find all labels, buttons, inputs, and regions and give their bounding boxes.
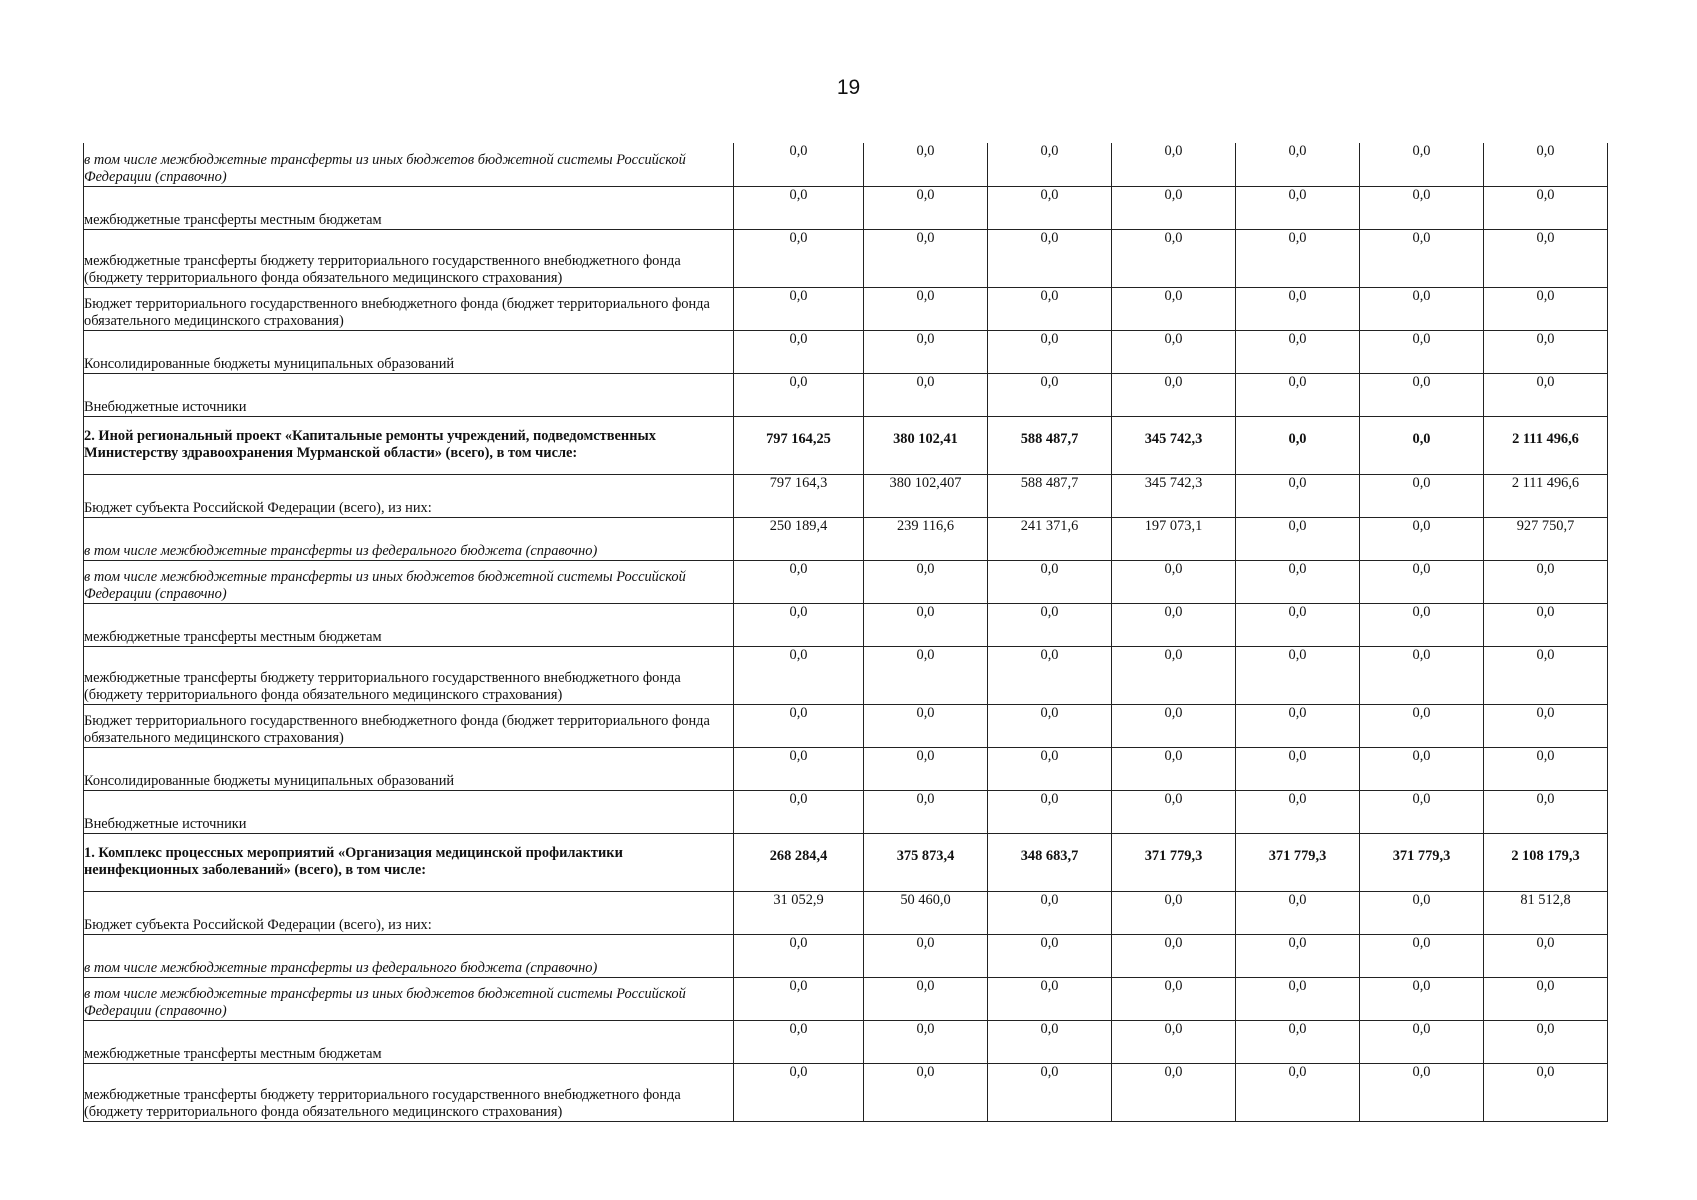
value-cell: 0,0 <box>734 977 864 1020</box>
value-cell: 0,0 <box>734 560 864 603</box>
value-cell: 0,0 <box>1236 747 1360 790</box>
value-cell: 0,0 <box>734 934 864 977</box>
table-row <box>84 747 1608 790</box>
value-cell: 241 371,6 <box>988 517 1112 560</box>
value-cell: 0,0 <box>864 229 988 287</box>
value-cell: 588 487,7 <box>988 416 1112 474</box>
table-row <box>84 416 1608 474</box>
value-cell: 0,0 <box>1360 186 1484 229</box>
value-cell: 0,0 <box>1360 934 1484 977</box>
value-cell: 0,0 <box>1236 1063 1360 1121</box>
value-cell: 797 164,25 <box>734 416 864 474</box>
value-cell: 0,0 <box>988 143 1112 186</box>
row-label: в том числе межбюджетные трансферты из федерального бюджета (справочно) <box>84 934 734 977</box>
value-cell: 0,0 <box>864 704 988 747</box>
value-cell: 0,0 <box>1360 474 1484 517</box>
value-cell: 0,0 <box>1360 560 1484 603</box>
value-cell: 0,0 <box>864 977 988 1020</box>
value-cell: 0,0 <box>1360 790 1484 833</box>
value-cell: 0,0 <box>988 1020 1112 1063</box>
value-cell: 0,0 <box>864 373 988 416</box>
value-cell: 268 284,4 <box>734 833 864 891</box>
value-cell: 0,0 <box>1112 704 1236 747</box>
value-cell: 0,0 <box>1236 603 1360 646</box>
value-cell: 0,0 <box>734 747 864 790</box>
value-cell: 0,0 <box>988 977 1112 1020</box>
value-cell: 0,0 <box>1112 934 1236 977</box>
row-label: Консолидированные бюджеты муниципальных образований <box>84 330 734 373</box>
value-cell: 0,0 <box>1236 891 1360 934</box>
value-cell: 0,0 <box>988 704 1112 747</box>
value-cell: 0,0 <box>1236 373 1360 416</box>
value-cell: 345 742,3 <box>1112 416 1236 474</box>
value-cell: 797 164,3 <box>734 474 864 517</box>
budget-table <box>83 143 1608 1122</box>
value-cell: 0,0 <box>1236 416 1360 474</box>
value-cell: 0,0 <box>1360 646 1484 704</box>
row-label: межбюджетные трансферты местным бюджетам <box>84 603 734 646</box>
value-cell: 0,0 <box>1236 143 1360 186</box>
table-row <box>84 934 1608 977</box>
value-cell: 927 750,7 <box>1484 517 1608 560</box>
value-cell: 371 779,3 <box>1112 833 1236 891</box>
value-cell: 0,0 <box>864 186 988 229</box>
value-cell: 0,0 <box>1484 790 1608 833</box>
value-cell: 0,0 <box>988 1063 1112 1121</box>
value-cell: 0,0 <box>1360 287 1484 330</box>
table-row <box>84 474 1608 517</box>
value-cell: 0,0 <box>1484 1063 1608 1121</box>
value-cell: 0,0 <box>734 373 864 416</box>
value-cell: 0,0 <box>1360 977 1484 1020</box>
table-row <box>84 287 1608 330</box>
value-cell: 0,0 <box>1112 229 1236 287</box>
value-cell: 0,0 <box>988 330 1112 373</box>
value-cell: 0,0 <box>864 1020 988 1063</box>
value-cell: 0,0 <box>1360 229 1484 287</box>
value-cell: 0,0 <box>1360 517 1484 560</box>
row-label: Бюджет субъекта Российской Федерации (всего), из них: <box>84 891 734 934</box>
value-cell: 0,0 <box>1484 186 1608 229</box>
value-cell: 345 742,3 <box>1112 474 1236 517</box>
row-label: Внебюджетные источники <box>84 373 734 416</box>
value-cell: 0,0 <box>988 603 1112 646</box>
value-cell: 0,0 <box>988 373 1112 416</box>
value-cell: 0,0 <box>1236 704 1360 747</box>
value-cell: 0,0 <box>1112 1020 1236 1063</box>
value-cell: 0,0 <box>1112 143 1236 186</box>
table-row <box>84 373 1608 416</box>
value-cell: 0,0 <box>1484 373 1608 416</box>
row-label: межбюджетные трансферты бюджету территориального государственного внебюджетного фонда (бюджету территориального фонда обязательного медицинского страхования) <box>84 229 734 287</box>
value-cell: 0,0 <box>864 143 988 186</box>
value-cell: 0,0 <box>864 287 988 330</box>
value-cell: 0,0 <box>1112 790 1236 833</box>
value-cell: 0,0 <box>1484 560 1608 603</box>
value-cell: 0,0 <box>988 646 1112 704</box>
value-cell: 0,0 <box>1360 1020 1484 1063</box>
value-cell: 348 683,7 <box>988 833 1112 891</box>
value-cell: 0,0 <box>988 747 1112 790</box>
value-cell: 0,0 <box>1236 560 1360 603</box>
value-cell: 0,0 <box>864 603 988 646</box>
value-cell: 0,0 <box>734 330 864 373</box>
value-cell: 0,0 <box>1236 474 1360 517</box>
value-cell: 0,0 <box>734 229 864 287</box>
row-label: межбюджетные трансферты местным бюджетам <box>84 1020 734 1063</box>
table-row <box>84 603 1608 646</box>
table-row <box>84 646 1608 704</box>
value-cell: 0,0 <box>988 560 1112 603</box>
value-cell: 0,0 <box>734 790 864 833</box>
row-label: межбюджетные трансферты бюджету территориального государственного внебюджетного фонда (бюджету территориального фонда обязательного медицинского страхования) <box>84 1063 734 1121</box>
value-cell: 0,0 <box>734 186 864 229</box>
value-cell: 0,0 <box>734 1020 864 1063</box>
value-cell: 0,0 <box>1112 603 1236 646</box>
value-cell: 0,0 <box>1484 603 1608 646</box>
row-label: Консолидированные бюджеты муниципальных образований <box>84 747 734 790</box>
value-cell: 0,0 <box>1236 330 1360 373</box>
row-label: в том числе межбюджетные трансферты из иных бюджетов бюджетной системы Российской Федерации (справочно) <box>84 977 734 1020</box>
value-cell: 0,0 <box>988 790 1112 833</box>
value-cell: 0,0 <box>1360 891 1484 934</box>
value-cell: 0,0 <box>1484 934 1608 977</box>
value-cell: 0,0 <box>1484 646 1608 704</box>
table-row <box>84 1020 1608 1063</box>
value-cell: 0,0 <box>864 934 988 977</box>
page-number: 19 <box>836 76 861 99</box>
table-row <box>84 186 1608 229</box>
row-label: в том числе межбюджетные трансферты из иных бюджетов бюджетной системы Российской Федерации (справочно) <box>84 560 734 603</box>
value-cell: 0,0 <box>988 891 1112 934</box>
value-cell: 0,0 <box>1236 186 1360 229</box>
value-cell: 0,0 <box>1484 287 1608 330</box>
value-cell: 0,0 <box>1236 790 1360 833</box>
value-cell: 0,0 <box>1112 287 1236 330</box>
value-cell: 0,0 <box>734 143 864 186</box>
table-row <box>84 833 1608 891</box>
value-cell: 0,0 <box>1236 229 1360 287</box>
value-cell: 0,0 <box>1112 646 1236 704</box>
value-cell: 588 487,7 <box>988 474 1112 517</box>
row-label: 1. Комплекс процессных мероприятий «Организация медицинской профилактики неинфекционных заболеваний» (всего), в том числе: <box>84 833 734 891</box>
table-row <box>84 229 1608 287</box>
table-row <box>84 977 1608 1020</box>
row-label: в том числе межбюджетные трансферты из федерального бюджета (справочно) <box>84 517 734 560</box>
value-cell: 0,0 <box>1484 704 1608 747</box>
value-cell: 0,0 <box>864 790 988 833</box>
value-cell: 0,0 <box>1112 560 1236 603</box>
value-cell: 2 111 496,6 <box>1484 416 1608 474</box>
row-label: Бюджет территориального государственного внебюджетного фонда (бюджет территориального фонда обязательного медицинского страхования) <box>84 287 734 330</box>
value-cell: 0,0 <box>1360 416 1484 474</box>
value-cell: 197 073,1 <box>1112 517 1236 560</box>
value-cell: 0,0 <box>1484 143 1608 186</box>
value-cell: 0,0 <box>1236 977 1360 1020</box>
value-cell: 0,0 <box>988 934 1112 977</box>
value-cell: 0,0 <box>1360 704 1484 747</box>
table-row <box>84 1063 1608 1121</box>
value-cell: 0,0 <box>1360 747 1484 790</box>
value-cell: 0,0 <box>734 646 864 704</box>
value-cell: 0,0 <box>1236 646 1360 704</box>
value-cell: 0,0 <box>1112 891 1236 934</box>
value-cell: 0,0 <box>734 287 864 330</box>
value-cell: 250 189,4 <box>734 517 864 560</box>
value-cell: 0,0 <box>1112 1063 1236 1121</box>
value-cell: 375 873,4 <box>864 833 988 891</box>
value-cell: 0,0 <box>1112 977 1236 1020</box>
value-cell: 0,0 <box>988 186 1112 229</box>
value-cell: 239 116,6 <box>864 517 988 560</box>
value-cell: 0,0 <box>1236 287 1360 330</box>
row-label: межбюджетные трансферты бюджету территориального государственного внебюджетного фонда (бюджету территориального фонда обязательного медицинского страхования) <box>84 646 734 704</box>
value-cell: 2 108 179,3 <box>1484 833 1608 891</box>
table-row <box>84 330 1608 373</box>
value-cell: 0,0 <box>1484 977 1608 1020</box>
row-label: Бюджет территориального государственного внебюджетного фонда (бюджет территориального фонда обязательного медицинского страхования) <box>84 704 734 747</box>
value-cell: 0,0 <box>1360 330 1484 373</box>
row-label: Бюджет субъекта Российской Федерации (всего), из них: <box>84 474 734 517</box>
value-cell: 31 052,9 <box>734 891 864 934</box>
value-cell: 371 779,3 <box>1360 833 1484 891</box>
value-cell: 0,0 <box>734 1063 864 1121</box>
value-cell: 0,0 <box>1360 1063 1484 1121</box>
value-cell: 380 102,407 <box>864 474 988 517</box>
value-cell: 371 779,3 <box>1236 833 1360 891</box>
value-cell: 0,0 <box>1112 330 1236 373</box>
value-cell: 0,0 <box>1236 1020 1360 1063</box>
table-row <box>84 517 1608 560</box>
table-row <box>84 790 1608 833</box>
value-cell: 0,0 <box>1112 373 1236 416</box>
value-cell: 0,0 <box>864 747 988 790</box>
value-cell: 0,0 <box>1236 517 1360 560</box>
value-cell: 0,0 <box>864 330 988 373</box>
value-cell: 0,0 <box>1236 934 1360 977</box>
value-cell: 0,0 <box>1360 373 1484 416</box>
row-label: Внебюджетные источники <box>84 790 734 833</box>
value-cell: 0,0 <box>1484 1020 1608 1063</box>
value-cell: 50 460,0 <box>864 891 988 934</box>
row-label: в том числе межбюджетные трансферты из иных бюджетов бюджетной системы Российской Федерации (справочно) <box>84 143 734 186</box>
value-cell: 0,0 <box>988 229 1112 287</box>
value-cell: 0,0 <box>864 560 988 603</box>
table-row <box>84 704 1608 747</box>
value-cell: 380 102,41 <box>864 416 988 474</box>
value-cell: 0,0 <box>1360 143 1484 186</box>
value-cell: 0,0 <box>988 287 1112 330</box>
value-cell: 0,0 <box>1360 603 1484 646</box>
value-cell: 2 111 496,6 <box>1484 474 1608 517</box>
table-row <box>84 143 1608 186</box>
value-cell: 0,0 <box>1484 747 1608 790</box>
table-row <box>84 891 1608 934</box>
value-cell: 0,0 <box>734 704 864 747</box>
value-cell: 0,0 <box>864 1063 988 1121</box>
value-cell: 0,0 <box>1484 330 1608 373</box>
row-label: межбюджетные трансферты местным бюджетам <box>84 186 734 229</box>
value-cell: 0,0 <box>734 603 864 646</box>
value-cell: 0,0 <box>1112 747 1236 790</box>
budget-table-body <box>84 143 1608 1121</box>
table-row <box>84 560 1608 603</box>
value-cell: 81 512,8 <box>1484 891 1608 934</box>
value-cell: 0,0 <box>1112 186 1236 229</box>
value-cell: 0,0 <box>864 646 988 704</box>
row-label: 2. Иной региональный проект «Капитальные ремонты учреждений, подведомственных Министерству здравоохранения Мурманской области» (всего), в том числе: <box>84 416 734 474</box>
value-cell: 0,0 <box>1484 229 1608 287</box>
